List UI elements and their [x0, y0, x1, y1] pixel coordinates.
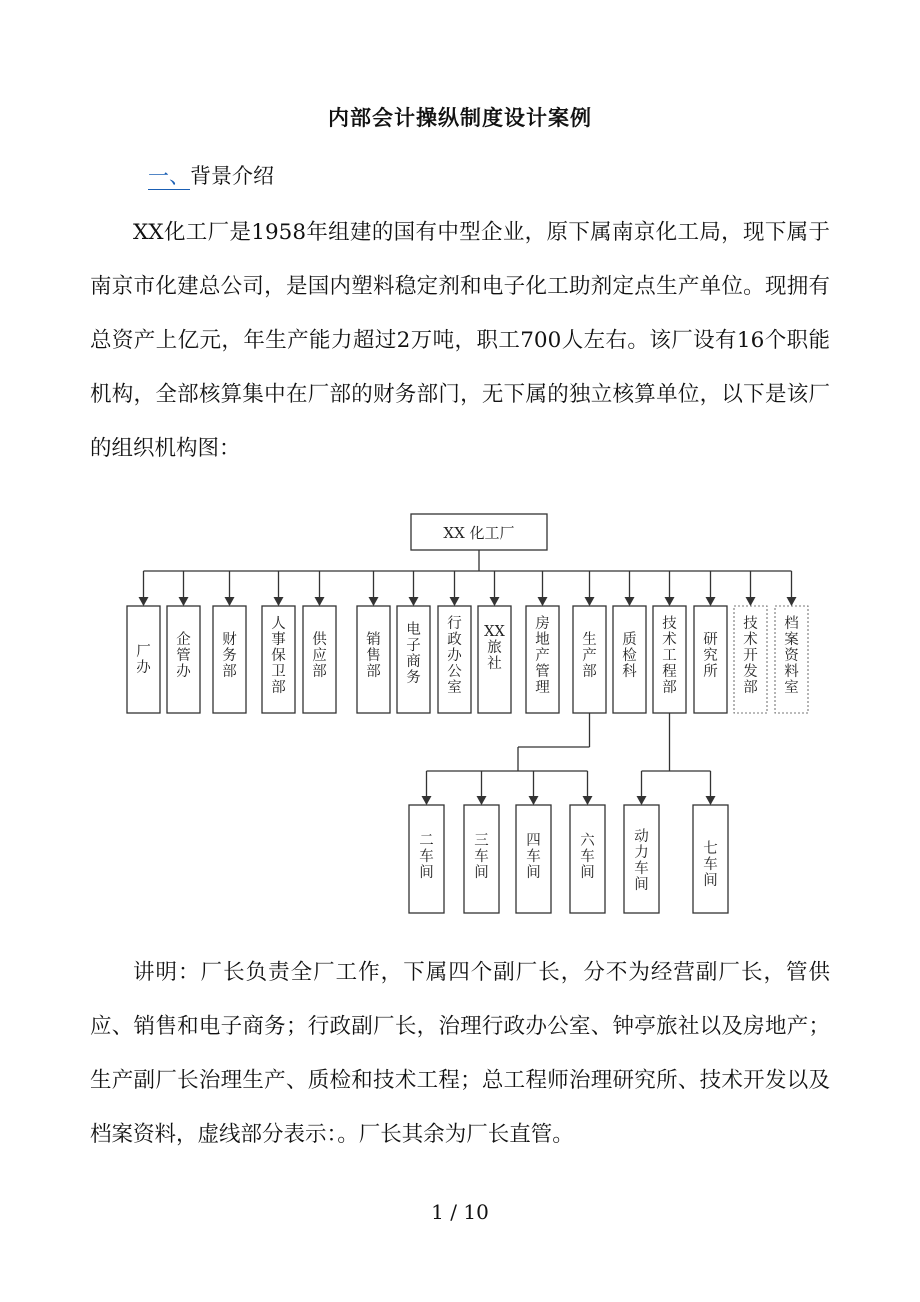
department-arrow	[179, 597, 189, 606]
department-d10	[526, 606, 559, 713]
department-d2-label: 企管办	[176, 632, 191, 680]
department-arrow	[746, 597, 756, 606]
department-d15	[734, 606, 767, 713]
department-arrow	[369, 597, 379, 606]
section-heading-text: 背景介绍	[190, 164, 274, 188]
department-d9	[478, 606, 511, 713]
department-d7-label: 电子商务	[406, 622, 421, 686]
department-d5	[303, 606, 336, 713]
department-arrow	[450, 597, 460, 606]
department-d3	[213, 606, 246, 713]
department-arrow	[225, 597, 235, 606]
workshop-arrow	[477, 796, 487, 805]
workshop-arrow	[706, 796, 716, 805]
department-arrow	[585, 597, 595, 606]
department-d13	[653, 606, 686, 713]
workshop-w3	[516, 805, 551, 913]
background-paragraph: XX化工厂是1958年组建的国有中型企业，原下属南京化工局，现下属于南京市化建总公司，是国内塑料稳定剂和电子化工助剂定点生产单位。现拥有总资产上亿元，年生产能力超过2万吨，职工700人左右。该厂设有16个职能机构，全部核算集中在厂部的财务部门，无下属的独立核算单位，以下是该厂的组织机构图：	[90, 220, 830, 461]
department-d9-label: XX 旅社	[484, 624, 505, 672]
workshop-arrow	[583, 796, 593, 805]
page-number: 1 / 10	[431, 1200, 489, 1224]
department-d6-label: 销售部	[366, 632, 381, 680]
department-d14	[694, 606, 727, 713]
section-number: 一、	[148, 164, 190, 188]
workshop-arrow	[637, 796, 647, 805]
department-arrow	[787, 597, 797, 606]
department-d14-label: 研究所	[703, 632, 718, 680]
department-d11-label: 生产部	[582, 632, 597, 680]
department-arrow	[315, 597, 325, 606]
department-d8-label: 行政办公室	[447, 616, 462, 696]
department-d13-label: 技术工程部	[662, 616, 677, 696]
document-title: 内部会计操纵制度设计案例	[328, 106, 592, 130]
department-d7	[397, 606, 430, 713]
department-d2	[167, 606, 200, 713]
workshop-arrow	[422, 796, 432, 805]
department-arrow	[538, 597, 548, 606]
workshop-w6	[693, 805, 728, 913]
workshop-arrow	[529, 796, 539, 805]
department-arrow	[625, 597, 635, 606]
department-d4-label: 人事保卫部	[271, 616, 286, 696]
department-arrow	[139, 597, 149, 606]
department-d1-label: 厂办	[136, 644, 151, 676]
workshop-w3-label: 四车间	[526, 833, 541, 881]
department-d8	[438, 606, 471, 713]
department-arrow	[274, 597, 284, 606]
org-root-node	[411, 514, 547, 550]
department-arrow	[665, 597, 675, 606]
workshop-w4-label: 六车间	[580, 833, 595, 881]
department-d1	[127, 606, 160, 713]
workshop-w2	[464, 805, 499, 913]
department-d6	[357, 606, 390, 713]
department-arrow	[490, 597, 500, 606]
department-arrow	[409, 597, 419, 606]
org-root-label: XX 化工厂	[443, 524, 515, 542]
department-d16-label: 档案资料室	[784, 616, 799, 696]
department-d12-label: 质检科	[622, 632, 637, 680]
workshop-w5-label: 动力车间	[634, 829, 649, 893]
workshop-w6-label: 七车间	[703, 841, 718, 889]
department-arrow	[706, 597, 716, 606]
department-d3-label: 财务部	[222, 632, 237, 680]
department-d16	[775, 606, 808, 713]
department-d11	[573, 606, 606, 713]
workshop-w5	[624, 805, 659, 913]
department-d15-label: 技术开发部	[743, 616, 758, 696]
department-d4	[262, 606, 295, 713]
workshop-w1	[409, 805, 444, 913]
workshop-w4	[570, 805, 605, 913]
explanation-paragraph: 讲明：厂长负责全厂工作，下属四个副厂长，分不为经营副厂长，管供应、销售和电子商务；行政副厂长，治理行政办公室、钟亭旅社以及房地产；生产副厂长治理生产、质检和技术工程；总工程师治理研究所、技术开发以及档案资料，虚线部分表示：。厂长其余为厂长直管。	[90, 960, 830, 1147]
department-d10-label: 房地产管理	[535, 616, 550, 696]
workshop-w2-label: 三车间	[474, 833, 489, 881]
department-d5-label: 供应部	[312, 632, 327, 680]
department-d12	[613, 606, 646, 713]
workshop-w1-label: 二车间	[419, 833, 434, 881]
